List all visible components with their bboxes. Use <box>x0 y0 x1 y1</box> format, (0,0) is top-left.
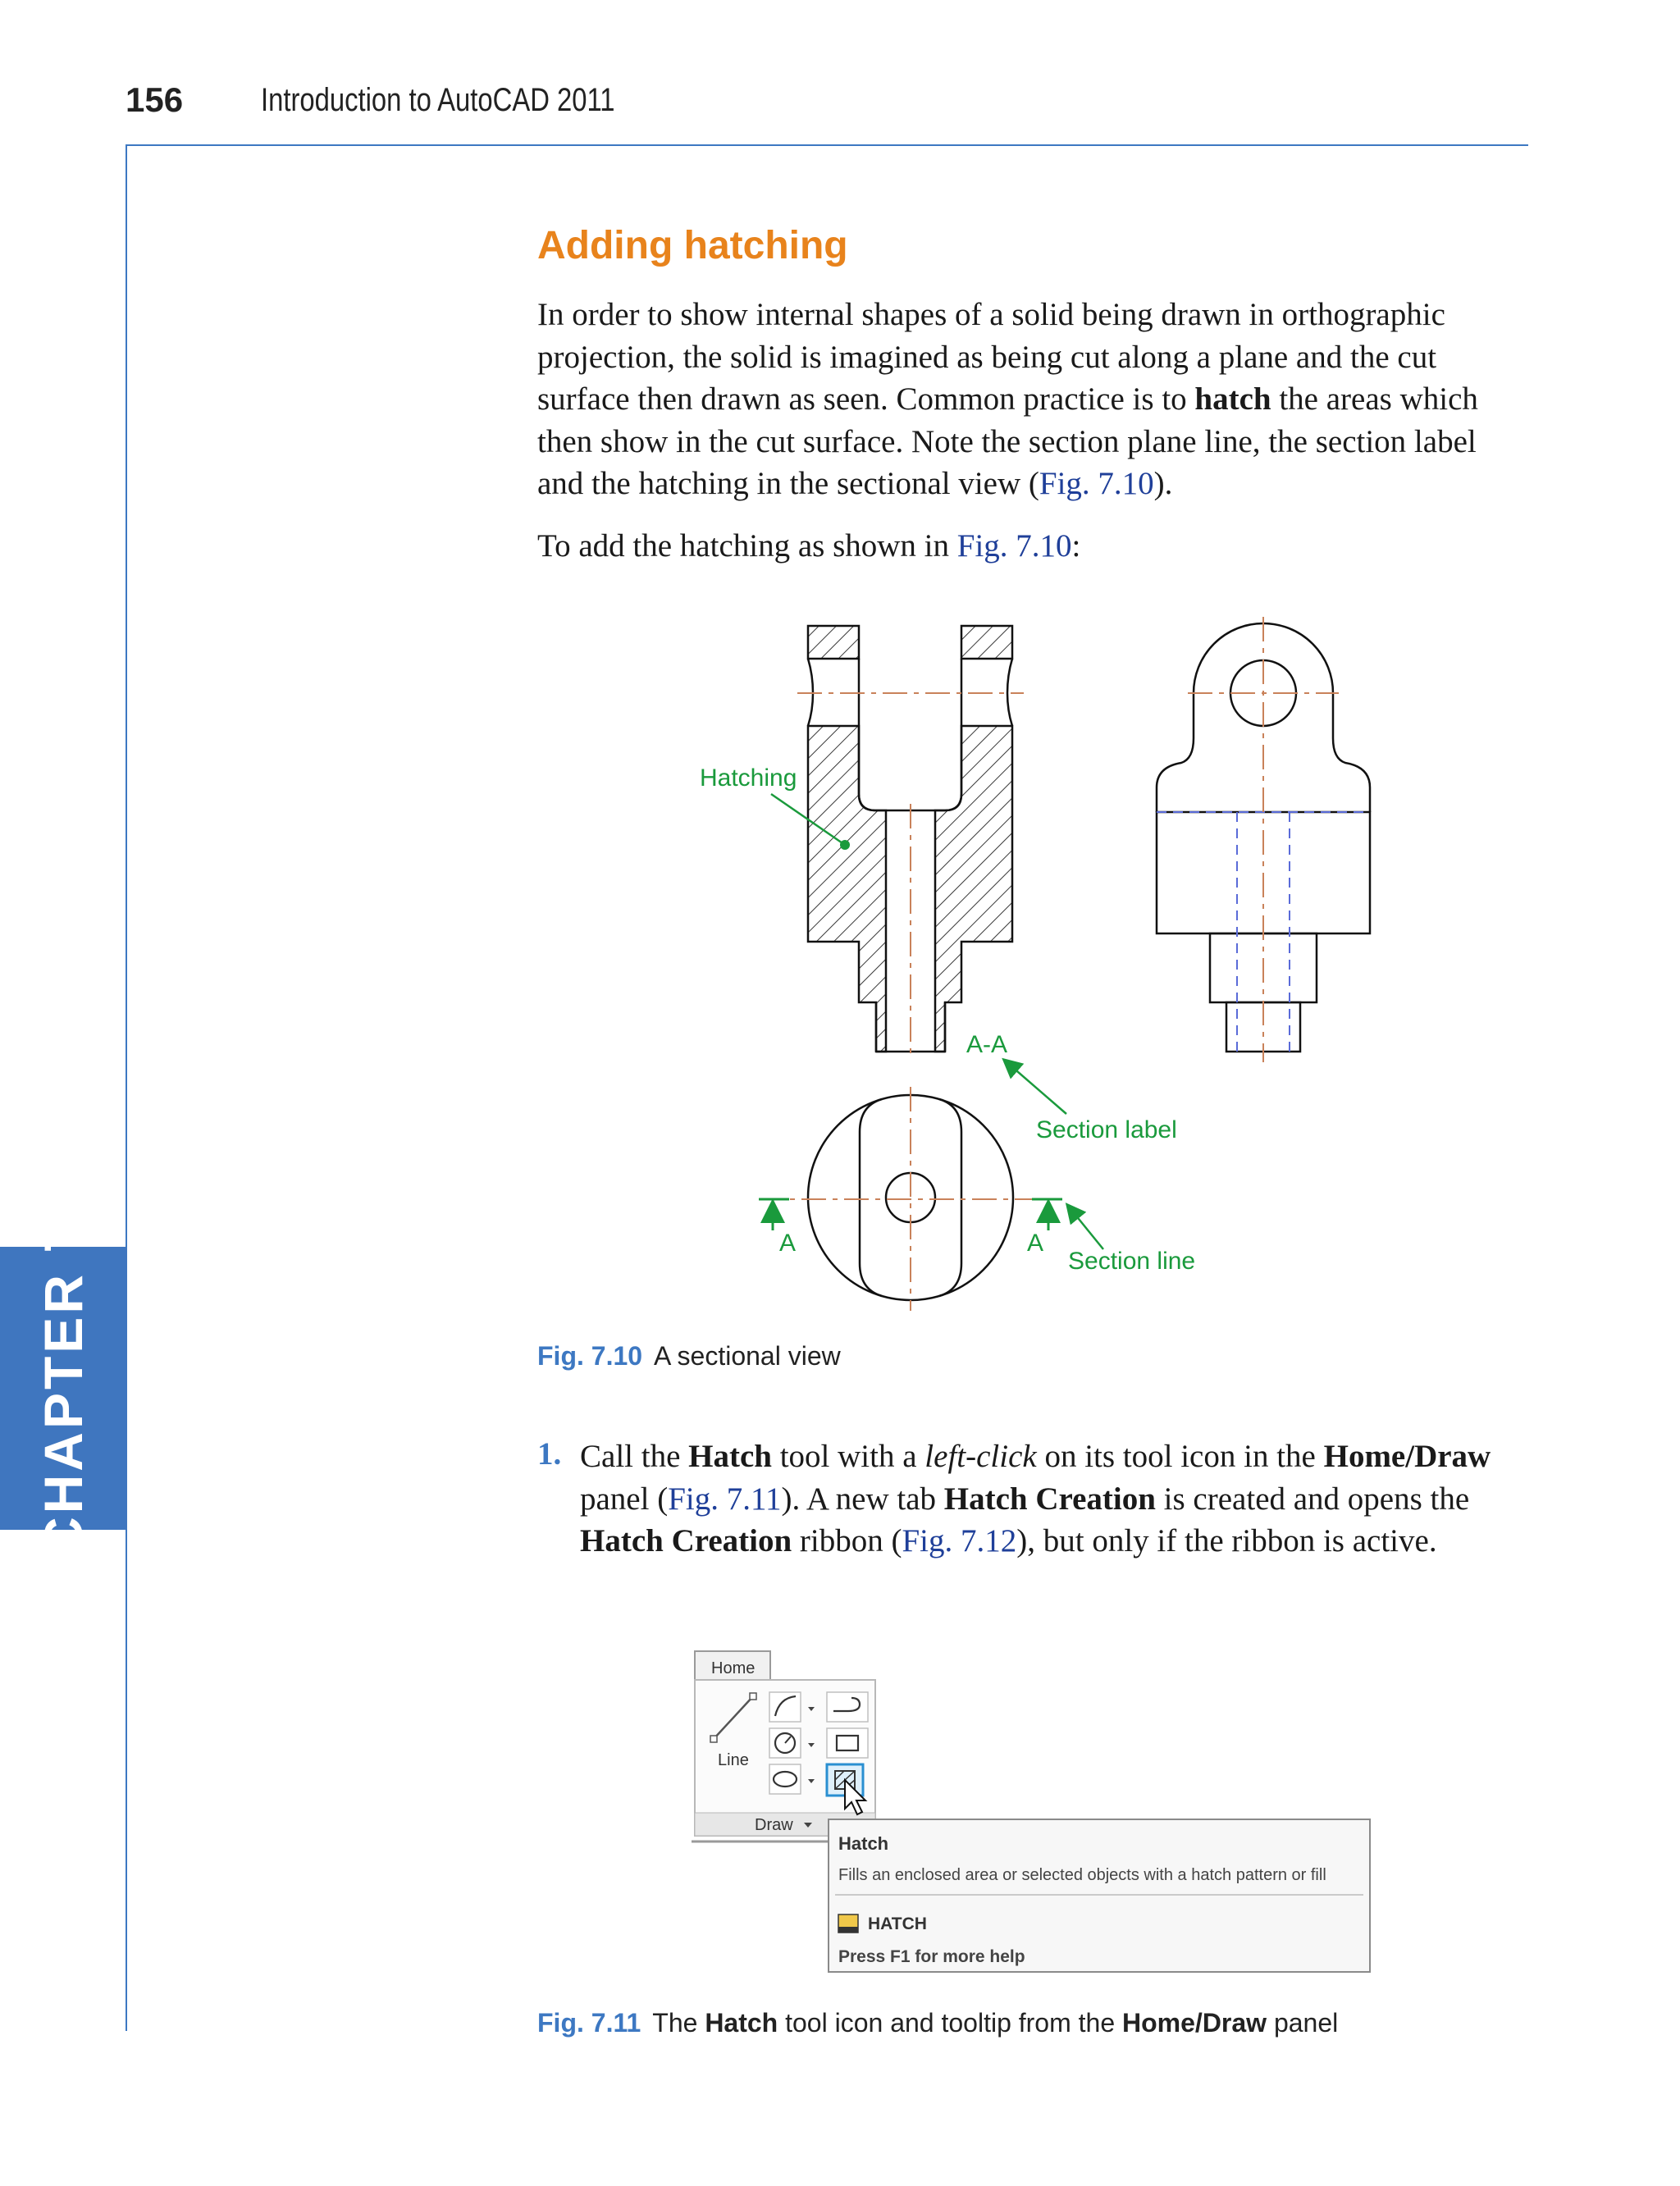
hatching-label: Hatching <box>700 764 797 792</box>
chapter-tab <box>0 1219 127 1557</box>
section-line-text: Section line <box>1068 1248 1196 1275</box>
tooltip-command: HATCH <box>868 1914 927 1933</box>
tooltip-description: Fills an enclosed area or selected objects with a hatch pattern or fill <box>838 1866 1326 1884</box>
page-number: 156 <box>126 80 184 119</box>
arc-icon[interactable] <box>827 1692 868 1722</box>
figure-caption: Fig. 7.11 The Hatch tool icon and tooltip from the Home/Draw panel <box>537 2008 1339 2038</box>
step-number: 1. <box>537 1436 562 1472</box>
command-icon <box>838 1914 858 1933</box>
section-label-text: Section label <box>1036 1116 1177 1143</box>
chapter-tab-label: CHAPTER 7 <box>33 1219 94 1557</box>
running-title: Introduction to AutoCAD 2011 <box>261 82 615 118</box>
fig-7-10-link[interactable]: Fig. 7.10 <box>1039 466 1154 501</box>
section-heading: Adding hatching <box>537 224 848 267</box>
section-letter-right: A <box>1027 1230 1044 1257</box>
plan-view <box>759 1087 1062 1311</box>
ribbon-screenshot <box>689 1645 1378 1997</box>
header-rule <box>126 144 1528 146</box>
section-view <box>797 626 1024 1058</box>
fig-7-10-link[interactable]: Fig. 7.10 <box>956 528 1072 564</box>
section-letter-left: A <box>779 1230 797 1257</box>
home-tab-label: Home <box>711 1659 756 1677</box>
draw-panel-title: Draw <box>755 1816 793 1834</box>
fig-7-12-link[interactable]: Fig. 7.12 <box>902 1523 1017 1558</box>
sectional-view-drawing <box>681 607 1395 1312</box>
fig-7-11-link[interactable]: Fig. 7.11 <box>668 1481 782 1517</box>
hatch-tooltip <box>829 1819 1370 1972</box>
figure-caption: Fig. 7.10 A sectional view <box>537 1341 841 1371</box>
tooltip-help: Press F1 for more help <box>838 1947 1025 1966</box>
intro-paragraph: In order to show internal shapes of a solid being drawn in orthographic projection, the solid is imagined as being cut along a plane and the cut surface then drawn as seen. Common practice is to hatch the areas which then show in the cut surface. Note the section plane line, the section label and the hatching in the sectional view (Fig. 7.10). <box>537 297 1478 501</box>
side-view <box>1157 617 1370 1062</box>
tooltip-title: Hatch <box>838 1833 889 1854</box>
step-text: Call the Hatch tool with a left-click on its tool icon in the Home/Draw panel (Fig. 7.11). A new tab Hatch Creation is created and opens the Hatch Creation ribbon (Fig. 7.12), but only if the ribbon is active. <box>580 1439 1491 1558</box>
line-button-label: Line <box>718 1751 749 1769</box>
lead-paragraph: To add the hatching as shown in Fig. 7.10: <box>537 528 1081 564</box>
section-name-label: A-A <box>966 1031 1008 1058</box>
rectangle-icon[interactable] <box>827 1728 868 1758</box>
margin-rule <box>126 144 127 2031</box>
